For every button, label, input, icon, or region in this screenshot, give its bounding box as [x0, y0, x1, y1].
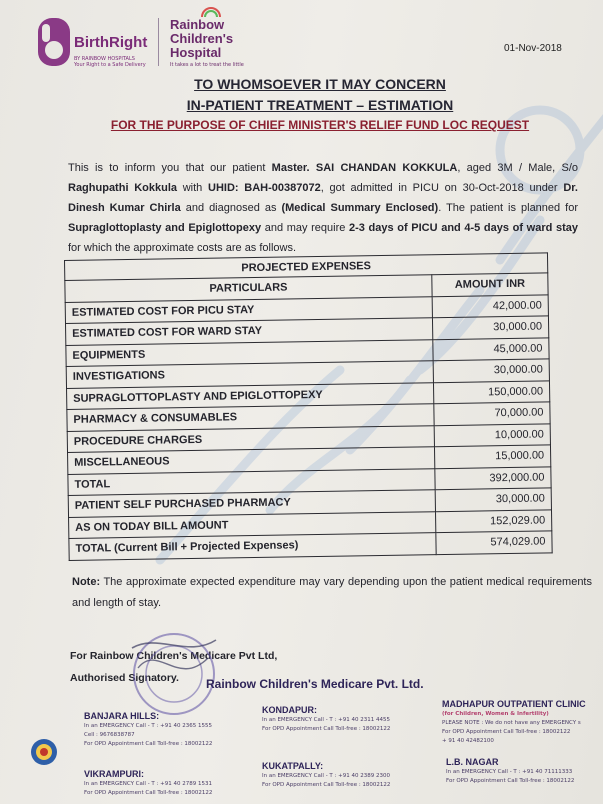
heading-purpose: FOR THE PURPOSE OF CHIEF MINISTER'S RELIEF FUND LOC REQUEST	[110, 118, 530, 132]
row-amount: 150,000.00	[433, 380, 549, 403]
birthright-logo	[36, 12, 154, 72]
row-particular: AS ON TODAY BILL AMOUNT	[69, 511, 436, 538]
intro-paragraph: This is to inform you that our patient Master. SAI CHANDAN KOKKULA, aged 3M / Male, S/o Raghupathi Kokkula with UHID: BAH-00387072, got admitted in PICU on 30-Oct-2018 under Dr. Dinesh Kumar Chirla and diagnosed as (Medical Summary Enclosed). The patient is planned for Supraglottoplasty and Epiglottopexy and may require 2-3 days of PICU and 4-5 days of ward stay for which the approximate costs are as follows.	[68, 162, 578, 254]
row-particular: ESTIMATED COST FOR PICU STAY	[65, 296, 432, 323]
branch-vikrampuri: VIKRAMPURI: In an EMERGENCY Call - T : +91 40 2789 1531 For OPD Appointment Call Toll-free : 18002122	[84, 769, 213, 796]
row-amount: 15,000.00	[434, 445, 550, 468]
brand-rainbow-tagline: It takes a lot to treat the little	[170, 62, 244, 68]
row-particular: PHARMACY & CONSUMABLES	[67, 404, 434, 431]
signature-for: For Rainbow Children's Medicare Pvt Ltd,	[70, 650, 278, 662]
row-amount: 30,000.00	[433, 359, 549, 382]
row-amount: 30,000.00	[432, 316, 548, 339]
row-amount: 392,000.00	[435, 466, 551, 489]
row-amount: 152,029.00	[435, 509, 551, 532]
brand-rainbow-childrens-hospital: Rainbow Children's Hospital	[170, 17, 234, 60]
col-amount: AMOUNT INR	[432, 273, 548, 296]
row-particular: TOTAL	[68, 468, 435, 495]
row-particular: EQUIPMENTS	[66, 339, 433, 366]
header-divider	[158, 18, 159, 66]
row-particular: TOTAL (Current Bill + Projected Expenses)	[69, 533, 436, 560]
brand-birthright: BirthRight	[74, 34, 148, 51]
document-date: 01-Nov-2018	[504, 43, 562, 54]
branch-lb-nagar: L.B. NAGAR In an EMERGENCY Call - T : +91 40 71111333 For OPD Appointment Call Toll-free : 18002122	[446, 757, 575, 784]
branch-madhapur: MADHAPUR OUTPATIENT CLINIC (for Children, Women & Infertility) PLEASE NOTE : We do not have any EMERGENCY s For OPD Appointment Call Toll-free : 18002122 + 91 40 42482100	[442, 699, 586, 744]
branch-kondapur: KONDAPUR: In an EMERGENCY Call - T : +91 40 2311 4455 For OPD Appointment Call Toll-free : 18002122	[262, 705, 391, 732]
birthright-mark-icon	[36, 16, 72, 68]
table-title: PROJECTED EXPENSES	[65, 253, 548, 281]
badge-icon	[30, 738, 58, 766]
footer-branches	[0, 696, 603, 804]
note-paragraph: Note: The approximate expected expenditure may vary depending upon the patient medical requirements and length of stay.	[72, 576, 592, 609]
row-particular: MISCELLANEOUS	[68, 447, 435, 474]
heading-estimation: IN-PATIENT TREATMENT – ESTIMATION	[186, 97, 454, 113]
projected-expenses-table	[64, 252, 553, 560]
row-amount: 70,000.00	[434, 402, 550, 425]
company-name: Rainbow Children's Medicare Pvt. Ltd.	[206, 677, 424, 691]
signature-authorised: Authorised Signatory.	[70, 672, 179, 684]
row-particular: SUPRAGLOTTOPLASTY AND EPIGLOTTOPEXY	[67, 382, 434, 409]
row-amount: 574,029.00	[436, 531, 552, 554]
row-particular: INVESTIGATIONS	[66, 361, 433, 388]
row-amount: 30,000.00	[435, 488, 551, 511]
row-amount: 42,000.00	[432, 294, 548, 317]
heading-to-whom: TO WHOMSOEVER IT MAY CONCERN	[194, 76, 446, 92]
col-particulars: PARTICULARS	[65, 275, 432, 302]
row-amount: 45,000.00	[433, 337, 549, 360]
branch-kukatpally: KUKATPALLY: In an EMERGENCY Call - T : +91 40 2389 2300 For OPD Appointment Call Toll-free : 18002122	[262, 761, 391, 788]
branch-banjara-hills: BANJARA HILLS: In an EMERGENCY Call - T : +91 40 2365 1555 Cell : 9676838787 For OPD Appointment Call Toll-free : 18002122	[84, 711, 213, 747]
row-particular: PROCEDURE CHARGES	[67, 425, 434, 452]
row-particular: ESTIMATED COST FOR WARD STAY	[65, 318, 432, 345]
row-particular: PATIENT SELF PURCHASED PHARMACY	[68, 490, 435, 517]
row-amount: 10,000.00	[434, 423, 550, 446]
brand-birthright-sub: BY RAINBOW HOSPITALS Your Right to a Safe Delivery	[74, 56, 146, 68]
